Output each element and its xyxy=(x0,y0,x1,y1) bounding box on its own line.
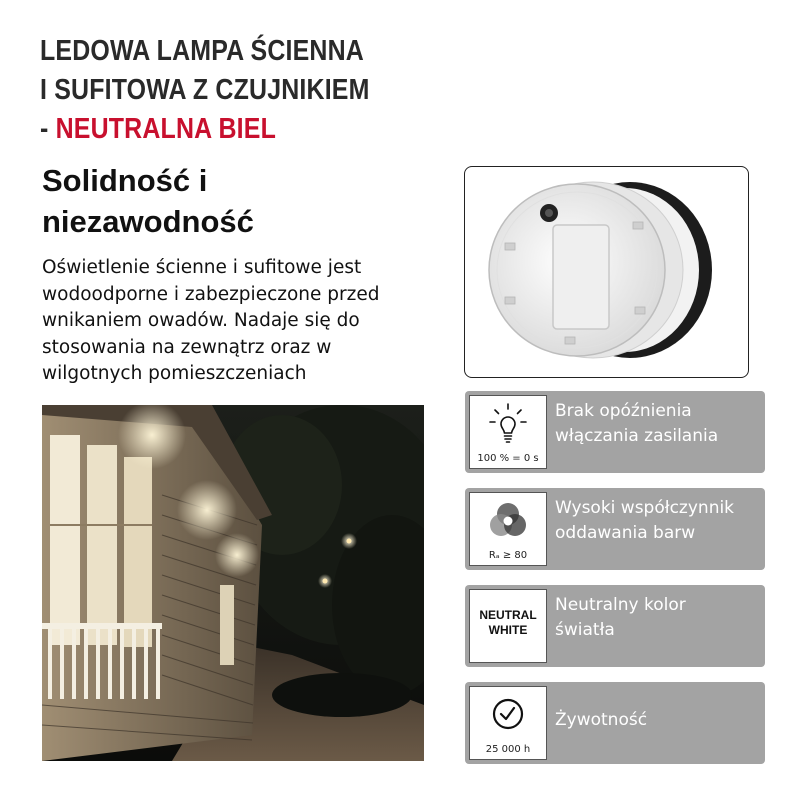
house-night-photo xyxy=(42,405,424,761)
desc-line-4: stosowania na zewnątrz oraz w xyxy=(42,336,332,358)
feature-icon-box xyxy=(469,395,547,469)
product-image xyxy=(464,166,749,378)
feature-icon-box xyxy=(469,492,547,566)
feature-color-rendering xyxy=(465,488,765,570)
badge-line-1: NEUTRAL xyxy=(479,608,537,622)
lamp-back-view xyxy=(465,167,749,378)
neutral-white-label xyxy=(470,608,546,638)
title-accent: NEUTRALNA BIEL xyxy=(55,113,276,145)
title-line-3 xyxy=(40,110,410,149)
feature-lifetime xyxy=(465,682,765,764)
badge-line-2: WHITE xyxy=(488,623,528,637)
feature-caption: 25 000 h xyxy=(485,744,531,755)
feature-caption: 100 % = 0 s xyxy=(477,453,539,464)
desc-line-3: wnikaniem owadów. Nadaje się do xyxy=(42,310,360,331)
product-description xyxy=(42,255,442,388)
feature-icon-box xyxy=(469,686,547,760)
heading-line-2: niezawodność xyxy=(42,204,254,239)
heading-line-1: Solidność i xyxy=(42,163,208,198)
feature-text-line-1: Wysoki współczynnik xyxy=(555,498,735,518)
feature-text xyxy=(555,593,760,643)
feature-text-line-1: Neutralny kolor xyxy=(555,595,686,615)
feature-neutral-white xyxy=(465,585,765,667)
feature-caption: Rₐ ≥ 80 xyxy=(488,550,528,561)
product-title xyxy=(40,32,410,149)
feature-text-line-1: Żywotność xyxy=(555,710,648,730)
feature-instant-on xyxy=(465,391,765,473)
feature-text xyxy=(555,496,760,546)
feature-text-line-1: Brak opóźnienia xyxy=(555,401,692,421)
section-heading xyxy=(42,160,254,242)
clock-icon xyxy=(489,695,527,733)
lightbulb-icon xyxy=(488,402,528,446)
feature-text-line-2: światła xyxy=(555,620,615,640)
feature-text-line-2: oddawania barw xyxy=(555,523,696,543)
title-line-1: LEDOWA LAMPA ŚCIENNA xyxy=(40,35,364,67)
desc-line-1: Oświetlenie ścienne i sufitowe jest xyxy=(42,257,362,278)
feature-text-line-2: włączania zasilania xyxy=(555,426,719,446)
feature-text xyxy=(555,399,760,449)
desc-line-2: wodoodporne i zabezpieczone przed xyxy=(42,283,380,305)
title-line-2: I SUFITOWA Z CZUJNIKIEM xyxy=(40,74,370,106)
house-photo-illustration xyxy=(42,405,424,761)
neutral-white-badge xyxy=(469,589,547,663)
feature-text xyxy=(555,708,760,733)
title-dash: - xyxy=(40,113,56,145)
desc-line-5: wilgotnych pomieszczeniach xyxy=(42,363,307,384)
color-rendering-icon xyxy=(487,499,529,541)
